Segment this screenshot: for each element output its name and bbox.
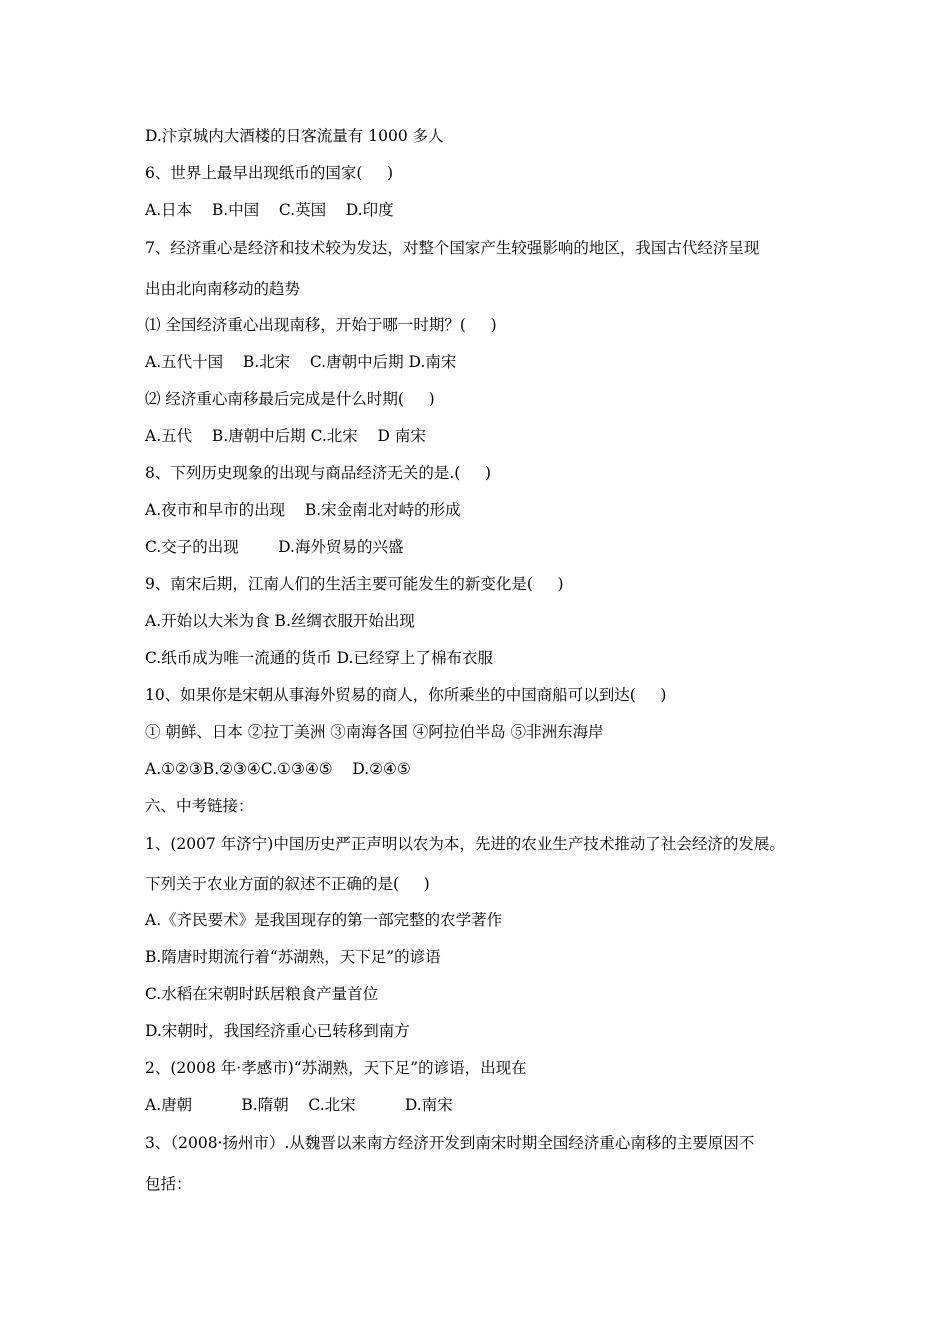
question-8-options-cd: C.交子的出现 D.海外贸易的兴盛 [145,538,404,556]
exam-question-1: 1、(2007 年济宁)中国历史严正声明以农为本，先进的农业生产技术推动了社会经济的发展。 [145,835,785,853]
exam-question-1-option-c: C.水稻在宋朝时跃居粮食产量首位 [145,985,379,1003]
exam-question-1-option-d: D.宋朝时，我国经济重心已转移到南方 [145,1022,410,1040]
exam-question-1-option-b: B.隋唐时期流行着“苏湖熟，天下足”的谚语 [145,948,441,966]
text-line: D.汴京城内大酒楼的日客流量有 1000 多人 [145,127,444,145]
question-6-options: A.日本 B.中国 C.英国 D.印度 [145,201,394,219]
question-7-part-2: ⑵ 经济重心南移最后完成是什么时期( ) [145,390,435,408]
exam-question-2-options: A.唐朝 B.隋朝 C.北宋 D.南宋 [145,1096,453,1114]
exam-question-3: 3、（2008·扬州市）.从魏晋以来南方经济开发到南宋时期全国经济重心南移的主要原因不 [145,1134,755,1152]
exam-question-1-continued: 下列关于农业方面的叙述不正确的是( ) [145,875,430,893]
question-9-options-cd: C.纸币成为唯一流通的货币 D.已经穿上了棉布衣服 [145,649,493,667]
question-10-options: A.①②③B.②③④C.①③④⑤ D.②④⑤ [145,760,411,778]
question-9: 9、南宋后期，江南人们的生活主要可能发生的新变化是( ) [145,575,564,593]
exam-question-2: 2、(2008 年·孝感市)“苏湖熟，天下足”的谚语，出现在 [145,1059,527,1077]
question-7-part-1-options: A.五代十国 B.北宋 C.唐朝中后期 D.南宋 [145,353,457,371]
exam-question-3-continued: 包括： [145,1175,192,1193]
question-10: 10、如果你是宋朝从事海外贸易的商人，你所乘坐的中国商船可以到达( ) [145,686,667,704]
question-7: 7、经济重心是经济和技术较为发达，对整个国家产生较强影响的地区，我国古代经济呈现 [145,239,760,257]
question-7-part-2-options: A.五代 B.唐朝中后期 C.北宋 D 南宋 [145,427,426,445]
question-8-options-ab: A.夜市和早市的出现 B.宋金南北对峙的形成 [145,501,461,519]
question-10-items: ① 朝鲜、日本 ②拉丁美洲 ③南海各国 ④阿拉伯半岛 ⑤非洲东海岸 [145,723,604,741]
question-6: 6、世界上最早出现纸币的国家( ) [145,164,394,182]
exam-question-1-option-a: A.《齐民要术》是我国现存的第一部完整的农学著作 [145,911,503,929]
question-8: 8、下列历史现象的出现与商品经济无关的是.( ) [145,464,492,482]
question-9-options-ab: A.开始以大米为食 B.丝绸衣服开始出现 [145,612,415,630]
question-7-continued: 出由北向南移动的趋势 [145,280,301,298]
question-7-part-1: ⑴ 全国经济重心出现南移，开始于哪一时期？( ) [145,316,497,334]
section-heading: 六、中考链接： [145,797,254,815]
